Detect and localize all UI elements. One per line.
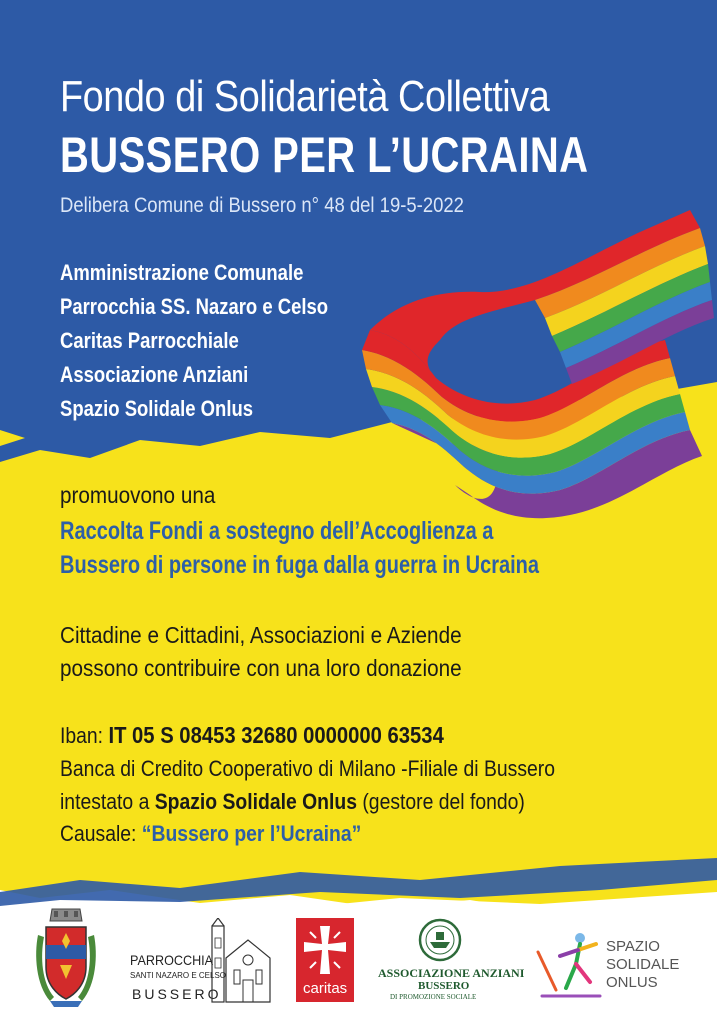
- promuovono-text: promuovono una: [60, 482, 216, 508]
- comune-coat-of-arms-icon: [30, 905, 102, 1013]
- iban-label: Iban:: [60, 723, 109, 748]
- anziani-line-3: DI PROMOZIONE SOCIALE: [390, 993, 477, 1001]
- cittadine-line-2: possono contribuire con una loro donazione: [60, 655, 462, 681]
- delibera-text: Delibera Comune di Bussero n° 48 del 19-5-2022: [60, 194, 464, 217]
- raccolta-line-2: Bussero di persone in fuga dalla guerra in Ucraina: [60, 551, 540, 579]
- intestato-prefix: intestato a: [60, 789, 155, 814]
- caritas-logo: [296, 918, 354, 1002]
- cittadine-line-1: Cittadine e Cittadini, Associazioni e Aziende: [60, 622, 462, 648]
- anziani-emblem-icon: [418, 918, 462, 962]
- parrocchia-logo: [128, 918, 278, 1008]
- intestato-suffix: (gestore del fondo): [356, 789, 525, 814]
- promoter-item: Amministrazione Comunale: [60, 260, 304, 285]
- parrocchia-town: BUSSERO: [132, 986, 222, 1002]
- causale-label: Causale:: [60, 821, 142, 846]
- promoters-list: [60, 256, 379, 426]
- spazio-line-3: ONLUS: [606, 974, 658, 991]
- causale-value: “Bussero per l’Ucraina”: [141, 821, 362, 846]
- iban-line: [60, 722, 444, 749]
- title-line-2: BUSSERO PER L’UCRAINA: [60, 127, 589, 183]
- anziani-line-1: ASSOCIAZIONE ANZIANI: [378, 966, 525, 980]
- promoter-item: Associazione Anziani: [60, 362, 249, 387]
- iban-value: IT 05 S 08453 32680 0000000 63534: [108, 722, 444, 748]
- intestato-line: [60, 789, 525, 815]
- spazio-line-1: SPAZIO: [606, 938, 660, 955]
- promoter-item: Spazio Solidale Onlus: [60, 396, 254, 421]
- promoter-item: Parrocchia SS. Nazaro e Celso: [60, 294, 329, 319]
- intestato-name: Spazio Solidale Onlus: [154, 789, 357, 814]
- bank-name: Banca di Credito Cooperativo di Milano -Filiale di Bussero: [60, 756, 555, 781]
- anziani-line-2: BUSSERO: [418, 980, 470, 992]
- church-icon: [208, 918, 272, 1004]
- parrocchia-subtitle: SANTI NAZARO E CELSO: [130, 971, 227, 980]
- promoter-item: Caritas Parrocchiale: [60, 328, 239, 353]
- caritas-label: caritas: [303, 980, 348, 997]
- spazio-line-2: SOLIDALE: [606, 956, 680, 973]
- parrocchia-title: PARROCCHIA: [130, 952, 214, 968]
- raccolta-line-1: Raccolta Fondi a sostegno dell’Accoglienza a: [60, 517, 494, 545]
- title-line-1: Fondo di Solidarietà Collettiva: [60, 72, 550, 121]
- causale-line: [60, 821, 361, 847]
- caritas-cross-icon: [302, 924, 348, 976]
- associazione-anziani-logo: [374, 918, 525, 1004]
- spazio-figure-icon: [536, 930, 602, 1000]
- spazio-solidale-logo: [536, 930, 696, 1000]
